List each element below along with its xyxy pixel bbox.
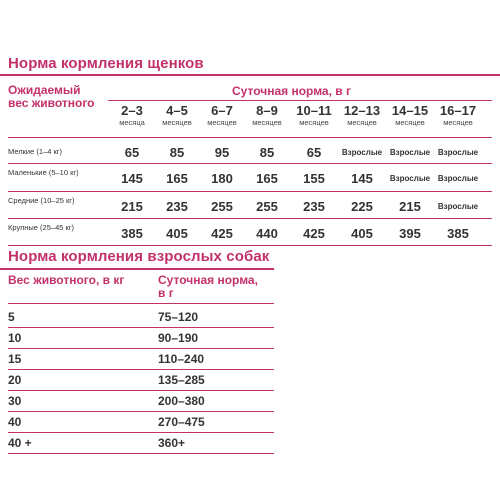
- age-range: 12–13: [343, 103, 381, 118]
- age-column-header: [198, 104, 246, 127]
- daily-norm-cell: 255: [256, 199, 278, 214]
- age-range: 8–9: [256, 103, 278, 118]
- row-divider: [8, 218, 492, 219]
- age-unit: месяцев: [395, 118, 425, 127]
- daily-norm-cell: 440: [256, 226, 278, 241]
- daily-norm-cell: Взрослые: [341, 148, 383, 157]
- adult-title-divider: [0, 268, 274, 270]
- daily-norm-cell: 425: [303, 226, 325, 241]
- adult-norm-cell: 90–190: [158, 331, 199, 345]
- adult-row-divider: [8, 411, 274, 412]
- daily-norm-cell: 145: [351, 171, 373, 186]
- daily-norm-cell: 65: [306, 145, 322, 160]
- adult-weight-cell: 40 +: [8, 436, 32, 450]
- row-divider: [8, 137, 492, 138]
- age-range: 4–5: [166, 103, 188, 118]
- age-column-header: [108, 104, 156, 127]
- daily-norm-cell: Взрослые: [437, 148, 479, 157]
- daily-norm-cell: 405: [166, 226, 188, 241]
- daily-norm-cell: 395: [399, 226, 421, 241]
- daily-norm-cell: 95: [214, 145, 230, 160]
- age-column-header: [153, 104, 201, 127]
- daily-norm-cell: 405: [351, 226, 373, 241]
- daily-norm-cell: 235: [166, 199, 188, 214]
- puppy-header-divider: [108, 100, 492, 101]
- puppy-title-divider: [0, 74, 500, 76]
- adult-row-divider: [8, 327, 274, 328]
- puppy-table-title: Норма кормления щенков: [8, 55, 204, 72]
- adult-norm-header: Суточная норма, в г: [158, 273, 258, 300]
- adult-weight-header: Вес животного, в кг: [8, 273, 125, 287]
- age-unit: месяцев: [443, 118, 473, 127]
- adult-norm-cell: 135–285: [158, 373, 205, 387]
- daily-norm-cell: 425: [211, 226, 233, 241]
- daily-norm-cell: 165: [256, 171, 278, 186]
- daily-norm-cell: 165: [166, 171, 188, 186]
- adult-weight-cell: 15: [8, 352, 22, 366]
- row-divider: [8, 163, 492, 164]
- adult-table-title: Норма кормления взрослых собак: [8, 248, 270, 265]
- adult-weight-cell: 5: [8, 310, 15, 324]
- age-unit: месяцев: [252, 118, 282, 127]
- size-category-label: Мелкие (1–4 кг): [8, 147, 62, 156]
- age-unit: месяцев: [162, 118, 192, 127]
- adult-norm-cell: 200–380: [158, 394, 205, 408]
- daily-norm-cell: Взрослые: [389, 148, 431, 157]
- age-column-header: [434, 104, 482, 127]
- adult-norm-cell: 75–120: [158, 310, 199, 324]
- age-range: 2–3: [121, 103, 143, 118]
- daily-norm-cell: 235: [303, 199, 325, 214]
- age-column-header: [338, 104, 386, 127]
- daily-norm-cell: 215: [399, 199, 421, 214]
- daily-norm-cell: 255: [211, 199, 233, 214]
- adult-header-divider: [8, 303, 274, 304]
- age-range: 10–11: [296, 103, 332, 118]
- age-column-header: [386, 104, 434, 127]
- adult-weight-cell: 20: [8, 373, 22, 387]
- daily-norm-cell: 85: [259, 145, 275, 160]
- daily-norm-cell: 180: [211, 171, 233, 186]
- age-range: 16–17: [439, 103, 477, 118]
- age-unit: месяцев: [299, 118, 329, 127]
- row-divider: [8, 191, 492, 192]
- adult-norm-cell: 270–475: [158, 415, 205, 429]
- daily-norm-cell: Взрослые: [437, 174, 479, 183]
- size-category-label: Средние (10–25 кг): [8, 196, 75, 205]
- daily-norm-cell: Взрослые: [389, 174, 431, 183]
- adult-norm-cell: 360+: [158, 436, 186, 450]
- adult-row-divider: [8, 369, 274, 370]
- age-unit: месяцев: [207, 118, 237, 127]
- age-range: 14–15: [391, 103, 429, 118]
- daily-norm-cell: 225: [351, 199, 373, 214]
- daily-norm-cell: 215: [121, 199, 143, 214]
- adult-row-divider: [8, 348, 274, 349]
- adult-norm-cell: 110–240: [158, 352, 205, 366]
- daily-norm-cell: 65: [124, 145, 140, 160]
- daily-norm-cell: Взрослые: [437, 202, 479, 211]
- size-category-label: Крупные (25–45 кг): [8, 223, 75, 232]
- daily-norm-cell: 385: [447, 226, 469, 241]
- daily-norm-cell: 145: [121, 171, 143, 186]
- daily-norm-cell: 385: [121, 226, 143, 241]
- size-category-label: Маленькие (5–10 кг): [8, 168, 79, 177]
- age-column-header: [290, 104, 338, 127]
- adult-row-divider: [8, 432, 274, 433]
- puppy-daily-norm-header: Суточная норма, в г: [232, 84, 351, 98]
- age-unit: месяца: [119, 118, 145, 127]
- adult-weight-cell: 10: [8, 331, 22, 345]
- adult-row-divider: [8, 390, 274, 391]
- daily-norm-cell: 85: [169, 145, 185, 160]
- age-unit: месяцев: [347, 118, 377, 127]
- adult-weight-cell: 30: [8, 394, 22, 408]
- age-range: 6–7: [211, 103, 233, 118]
- age-column-header: [243, 104, 291, 127]
- row-divider: [8, 245, 492, 246]
- adult-weight-cell: 40: [8, 415, 22, 429]
- daily-norm-cell: 155: [303, 171, 325, 186]
- puppy-weight-header: Ожидаемый вес животного: [8, 83, 95, 110]
- adult-row-divider: [8, 453, 274, 454]
